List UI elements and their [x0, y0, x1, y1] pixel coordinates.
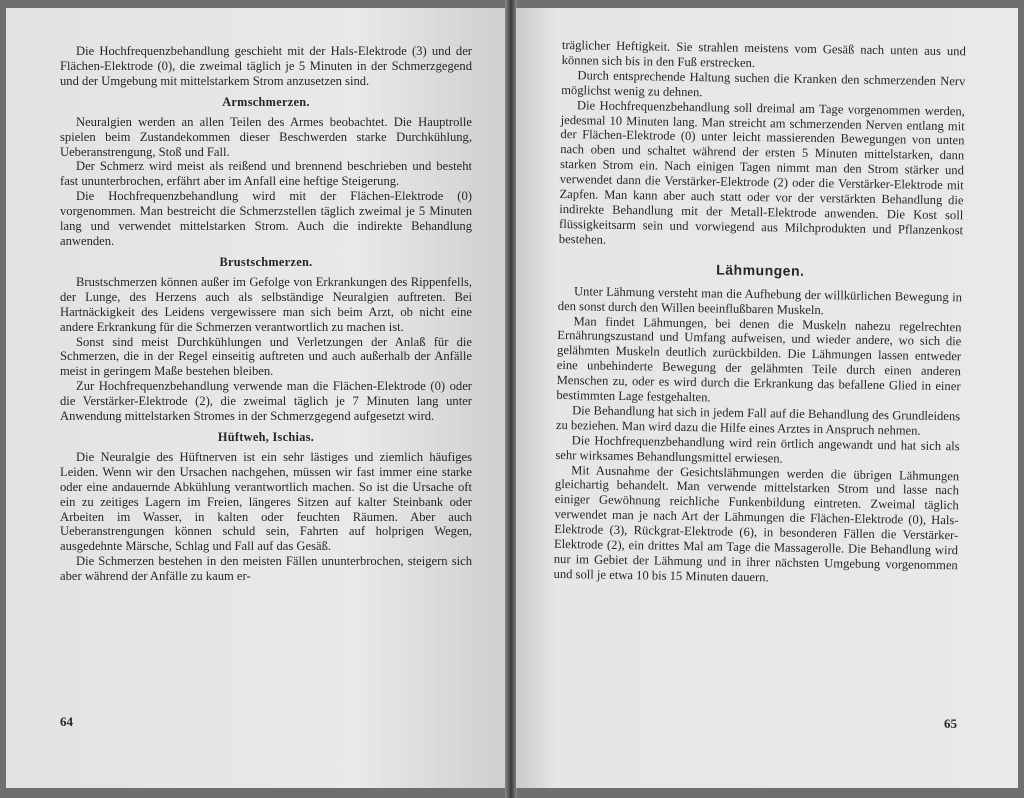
page-number: 64	[60, 714, 73, 729]
page-number: 65	[944, 716, 957, 731]
paragraph: Sonst sind meist Durchkühlungen und Verletzungen der Anlaß für die Schmerzen, die in der Regel einseitig auftreten und auch außerhalb der Anfälle meist in geringem Maße bestehen bleiben.	[60, 334, 472, 379]
paragraph: Zur Hochfrequenzbehandlung verwende man die Flächen-Elektrode (0) oder die Verstärker-Elektrode (2), die zweimal täglich je 7 Minuten lang unter Anwendung mittelstarken Stromes in der Schmerzgegend aufgesetzt wird.	[60, 379, 472, 424]
right-page-text	[553, 38, 965, 588]
paragraph: Durch entsprechende Haltung suchen die Kranken den schmerzenden Nerv möglichst wenig zu dehnen.	[561, 68, 966, 99]
section-heading-armschmerzen: Armschmerzen.	[222, 94, 310, 109]
paragraph: träglicher Heftigkeit. Sie strahlen meistens vom Gesäß nach unten aus und können sich bis in den Fuß erstrecken.	[561, 38, 966, 70]
paragraph: Die Hochfrequenzbehandlung wird rein örtlich angewandt und hat sich als sehr wirksames Behandlungsmittel erwiesen.	[555, 432, 960, 466]
paragraph: Neuralgien werden an allen Teilen des Armes beobachtet. Die Hauptrolle spielen beim Zustandekommen dieser Beschwerden starke Durchkühlung, Ueberanstrengung, Stoß und Fall.	[60, 114, 472, 159]
section-heading-hueftweh: Hüftweh, Ischias.	[217, 429, 315, 444]
left-page	[6, 8, 506, 788]
right-page	[516, 8, 1018, 788]
paragraph: Die Behandlung hat sich in jedem Fall auf die Behandlung des Grundleidens zu beziehen. Man wird dazu die Hilfe eines Arztes in Anspruch nehmen.	[555, 403, 961, 438]
paragraph: Unter Lähmung versteht man die Aufhebung der willkürlichen Bewegung in den sonst durch den Willen beeinflußbaren Muskeln.	[557, 283, 963, 317]
paragraph: Der Schmerz wird meist als reißend und brennend beschrieben und besteht fast ununterbrochen, erfährt aber im Anfall eine heftige Steigerung.	[60, 159, 472, 189]
paragraph: Die Hochfrequenzbehandlung geschieht mit der Hals-Elektrode (3) und der Flächen-Elektrode (0), die zweimal täglich je 5 Minuten in der Schmerzgegend und der Umgebung mit mittelstarkem Strom anzusetzen sind.	[60, 44, 472, 88]
paragraph: Man findet Lähmungen, bei denen die Muskeln nahezu regelrechten Ernährungszustand und Umfang aufweisen, und wieder andere, wo sich die gelähmten Muskeln deutlich zurückbilden. Die Lähmungen lassen entweder eine unbehinderte Bewegung der gelähmten Teile durch einen anderen Menschen zu, oder es wird durch die Erkrankung das befallene Glied in einer bestimmten Lage festgehalten.	[556, 313, 962, 405]
paragraph: Die Hochfrequenzbehandlung wird mit der Flächen-Elektrode (0) vorgenommen. Man bestreicht die Schmerzstellen täglich zweimal je 5 Minuten lang und verwendet mittelstarken Strom. Auch die indirekte Behandlung anwenden.	[60, 189, 472, 248]
section-heading-laehmungen: Lähmungen.	[716, 261, 805, 279]
paragraph: Mit Ausnahme der Gesichtslähmungen werden die übrigen Lähmungen gleichartig behandelt. Man verwende mittelstarken Strom und lasse nach einiger Gewöhnung reichliche Funkenbildung eintreten. Zweimal täglich verwendet man je nach Art der Lähmungen die Flächen-Elektrode (0), Hals-Elektrode (3), Rückgrat-Elektrode (6), in besonderen Fällen die Verstärker-Elektrode (2), ein drittes Mal am Tage die Massagerolle. Die Behandlung wird nur im Gebiet der Lähmung und in ihrer nächsten Umgebung vorgenommen und soll je etwa 10 bis 15 Minuten dauern.	[553, 462, 960, 585]
left-page-text	[60, 44, 472, 584]
section-heading-brustschmerzen: Brustschmerzen.	[219, 254, 313, 269]
paragraph: Die Hochfrequenzbehandlung soll dreimal am Tage vorgenommen werden, jedesmal 10 Minuten lang. Man streicht am schmerzenden Nerven entlang mit der Flächen-Elektrode (0) unter leicht massierenden Bewegungen von unten nach oben und schaltet während der ersten 5 Minuten mittelstarken, dann starken Strom ein. Nach einigen Tagen nimmt man den Strom stärker und verwendet dann die Verstärker-Elektrode (2) oder die Verstärker-Elektrode mit Zapfen. Man kann aber auch statt oder vor der verstärkten Behandlung die indirekte Behandlung mit der Metall-Elektrode anwenden. Die Kost soll flüssigkeitsarm sein und vorwiegend aus Milchprodukten und Pflanzenkost bestehen.	[558, 97, 966, 247]
paragraph: Die Schmerzen bestehen in den meisten Fällen ununterbrochen, steigern sich aber während der Anfälle zu kaum er-	[60, 554, 472, 584]
paragraph: Brustschmerzen können außer im Gefolge von Erkrankungen des Rippenfells, der Lunge, des Herzens auch als selbständige Neuralgien auftreten. Bei Hartnäckigkeit des Leidens vergewissere man sich beim Arzt, ob nicht eine andere Erkrankung für die Schmerzen verantwortlich zu machen ist.	[60, 274, 472, 334]
paragraph: Die Neuralgie des Hüftnerven ist ein sehr lästiges und ziemlich häufiges Leiden. Wenn wir den Ursachen nachgehen, müssen wir fast immer eine starke oder eine andauernde Abkühlung verantwortlich machen. So ist die Ursache oft ein zu zeitiges Lagern im Freien, längeres Sitzen auf kalter Steinbank oder Arbeiten im Wasser, in kalten oder feuchten Räumen. Aber auch Ueberanstrengungen können schuld sein, Fahrten auf holprigen Wegen, ausgedehnte Märsche, Schlag und Fall auf das Gesäß.	[60, 449, 472, 554]
